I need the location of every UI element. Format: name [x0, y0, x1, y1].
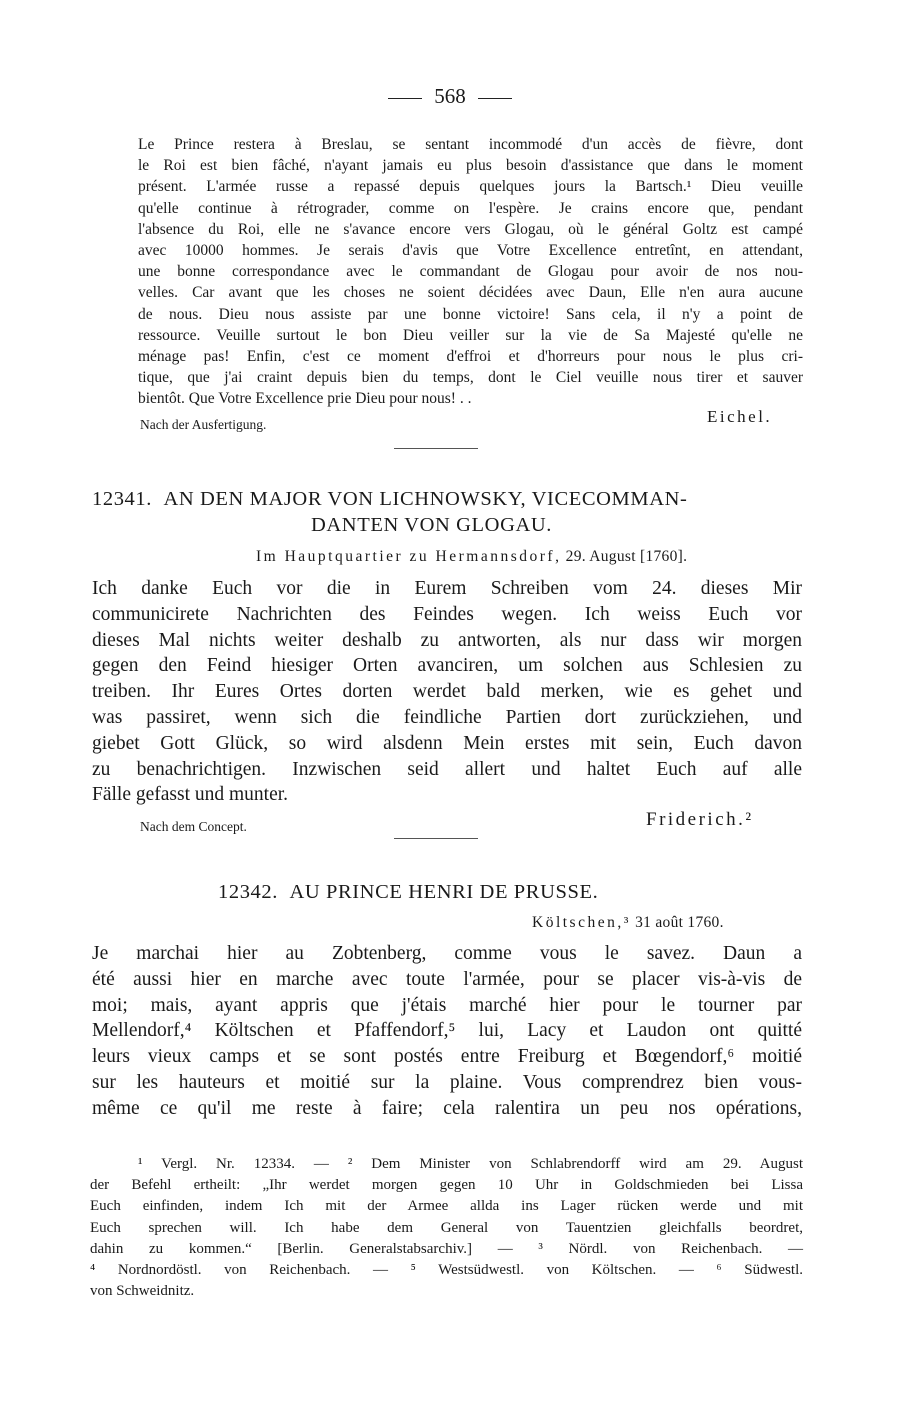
text-line: tique, que j'ai craint depuis bien du temps, dont le Ciel veuille nous tirer et sauver [138, 369, 803, 387]
letter-number: 12342. [218, 881, 278, 903]
footnote-line: ¹ Vergl. Nr. 12334. — ² Dem Minister von Schlabrendorff wird am 29. August [138, 1156, 803, 1172]
text-line: moi; mais, ayant appris que j'étais marché hier pour le tourner par [92, 994, 802, 1016]
text-line: été aussi hier en marche avec toute l'armée, pour se placer vis-à-vis de [92, 968, 802, 990]
letter-recipient: AU PRINCE HENRI DE PRUSSE. [289, 881, 599, 903]
text-line: dieses Mal nichts weiter deshalb zu antworten, als nur dass wir morgen [92, 629, 802, 651]
signature: Friderich.² [646, 809, 754, 830]
footnote-line: von Schweidnitz. [90, 1283, 195, 1300]
footnote-line: dahin zu kommen.“ [Berlin. Generalstabsarchiv.] — ³ Nördl. von Reichenbach. — [90, 1240, 803, 1257]
header-dash-left [388, 98, 422, 99]
letter-heading [218, 881, 598, 904]
text-line: de nous. Dieu nous assiste par une bonne victoire! Sans cela, il n'y a point de [138, 305, 803, 323]
text-line: ressource. Veuille surtout le bon Dieu veiller sur la vie de Sa Majesté qu'elle ne [138, 326, 803, 344]
letter-body [92, 576, 802, 808]
letter-recipient: AN DEN MAJOR VON LICHNOWSKY, VICECOMMAN- [163, 488, 688, 510]
text-line: velles. Car avant que les choses ne soient décidées avec Daun, Elle n'en aura aucune [138, 284, 803, 302]
footnotes [90, 1154, 803, 1302]
letter-body [92, 941, 802, 1122]
section-divider [394, 838, 478, 839]
text-line: Je marchai hier au Zobtenberg, comme vous le savez. Daun a [92, 943, 802, 964]
text-line: Ich danke Euch vor die in Eurem Schreiben vom 24. dieses Mir [92, 578, 802, 599]
footnote-line: der Befehl ertheilt: „Ihr werdet morgen gegen 10 Uhr in Goldschmieden bei Lissa [90, 1177, 803, 1194]
text-line: treiben. Ihr Eures Ortes dorten werdet bald merken, wie es gehet und [92, 681, 802, 703]
source-note: Nach dem Concept. [140, 819, 247, 834]
prev-letter-body [138, 134, 803, 410]
text-line: le Roi est bien fâché, n'ayant jamais eu plus besoin d'assistance que dans le moment [138, 157, 803, 175]
text-line: avec 10000 hommes. Je serais d'avis que Votre Excellence entretînt, en attendant, [138, 242, 803, 260]
footnote-line: Euch einfinden, indem Ich mit der Armee allda ins Lager rücken werde und mit [90, 1198, 803, 1215]
letter-date: 31 août 1760. [635, 914, 724, 931]
text-line: ménage pas! Enfin, c'est ce moment d'effroi et d'horreurs pour nous le plus cri- [138, 348, 803, 366]
text-line: leurs vieux camps et se sont postés entre Freiburg et Bœgendorf,⁶ moitié [92, 1046, 802, 1068]
text-line: sur les hauteurs et moitié sur la plaine. Vous comprendrez bien vous- [92, 1071, 802, 1093]
letter-number: 12341. [92, 488, 152, 510]
text-line: même ce qu'il me reste à faire; cela ralentira un peu nos opérations, [92, 1097, 802, 1119]
text-line: l'absence du Roi, elle ne s'avance encore vers Glogau, où le général Goltz est campé [138, 220, 803, 238]
letter-place: Im Hauptquartier zu Hermannsdorf, [256, 548, 562, 565]
header-dash-right [478, 98, 512, 99]
footnote-line: ⁴ Nordnordöstl. von Reichenbach. — ⁵ Westsüdwestl. von Költschen. — ⁶ Südwestl. [90, 1262, 803, 1279]
section-divider [394, 448, 478, 449]
letter-heading [92, 488, 687, 511]
text-line: une bonne correspondance avec le commandant de Glogau pour avoir de nos nou- [138, 263, 803, 281]
text-line: zu benachrichtigen. Inzwischen seid allert und haltet Euch auf alle [92, 758, 802, 780]
text-line: giebet Gott Glück, so wird alsdenn Mein erstes mit sein, Euch davon [92, 732, 802, 754]
page-number: 568 [434, 84, 466, 108]
text-line: communicirete Nachrichten des Feindes wegen. Ich weiss Euch vor [92, 603, 802, 625]
letter-place: Költschen,³ [532, 914, 631, 931]
letter-date: 29. August [1760]. [565, 548, 688, 565]
text-line: bientôt. Que Votre Excellence prie Dieu pour nous! . . [138, 390, 472, 408]
text-line: Le Prince restera à Breslau, se sentant incommodé d'un accès de fièvre, dont [138, 136, 803, 153]
text-line: Fälle gefasst und munter. [92, 784, 289, 806]
text-line: présent. L'armée russe a repassé depuis quelques jours la Bartsch.¹ Dieu veuille [138, 178, 803, 196]
letter-dateline [532, 914, 724, 932]
text-line: Mellendorf,⁴ Költschen et Pfaffendorf,⁵ lui, Lacy et Laudon ont quitté [92, 1020, 802, 1042]
text-line: qu'elle continue à rétrograder, comme on l'espère. Je crains encore que, pendant [138, 199, 803, 217]
page-header [0, 84, 900, 109]
letter-dateline [256, 548, 687, 566]
text-line: was passiret, wenn sich die feindliche Partien dort zurückziehen, und [92, 706, 802, 728]
source-note: Nach der Ausfertigung. [140, 417, 267, 432]
letter-recipient-cont: DANTEN VON GLOGAU. [311, 514, 553, 536]
text-line: gegen den Feind hiesiger Orten avanciren, um solchen aus Schlesien zu [92, 655, 802, 677]
footnote-line: Euch sprechen will. Ich habe dem General von Tauentzien gleichfalls beordret, [90, 1219, 803, 1236]
signature: Eichel. [707, 407, 773, 426]
